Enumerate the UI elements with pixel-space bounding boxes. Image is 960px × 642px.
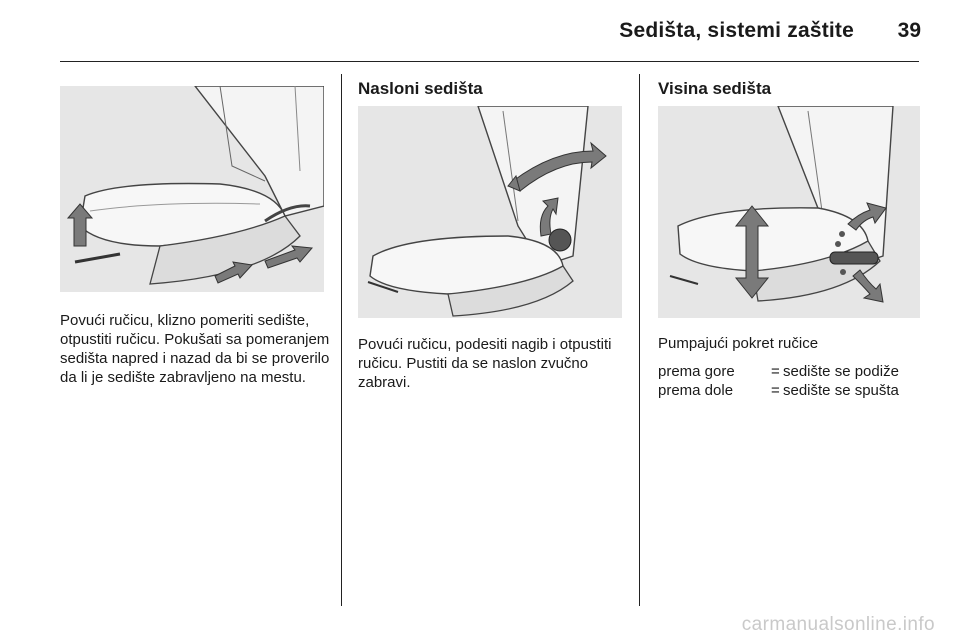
watermark: carmanualsonline.info	[741, 614, 935, 635]
definition-row	[658, 381, 920, 400]
definition-value: sedište se podiže	[783, 363, 899, 380]
definition-term: prema gore	[658, 363, 735, 380]
seat-slide-instructions: Povući ručicu, klizno pomeriti sedište, otpustiti ručicu. Pokušati sa pomeranjem sedišta napred i nazad da bi se proverilo da li je sedište zabravljeno na mestu.	[60, 312, 330, 386]
header-rule	[60, 61, 919, 62]
seat-height-illustration	[658, 106, 920, 318]
definition-term: prema dole	[658, 382, 734, 399]
page-title: Sedišta, sistemi zaštite	[619, 19, 854, 42]
seat-slide-illustration	[60, 86, 324, 292]
seat-height-instructions: Pumpajući pokret ručice	[658, 335, 819, 352]
heading-backrest: Nasloni sedišta	[358, 79, 483, 98]
backrest-instructions: Povući ručicu, podesiti nagib i otpustiti ručicu. Pustiti da se naslon zvučno zabravi.	[358, 336, 612, 391]
definition-row	[658, 362, 920, 381]
backrest-illustration	[358, 106, 622, 318]
definition-separator: =	[771, 382, 780, 399]
page-number: 39	[897, 19, 921, 42]
definition-value: sedište se spušta	[783, 382, 899, 399]
lever-definitions	[658, 362, 920, 400]
definition-separator: =	[771, 363, 780, 380]
heading-seat-height: Visina sedišta	[658, 79, 772, 98]
column-divider-2	[639, 74, 640, 606]
column-divider-1	[341, 74, 342, 606]
